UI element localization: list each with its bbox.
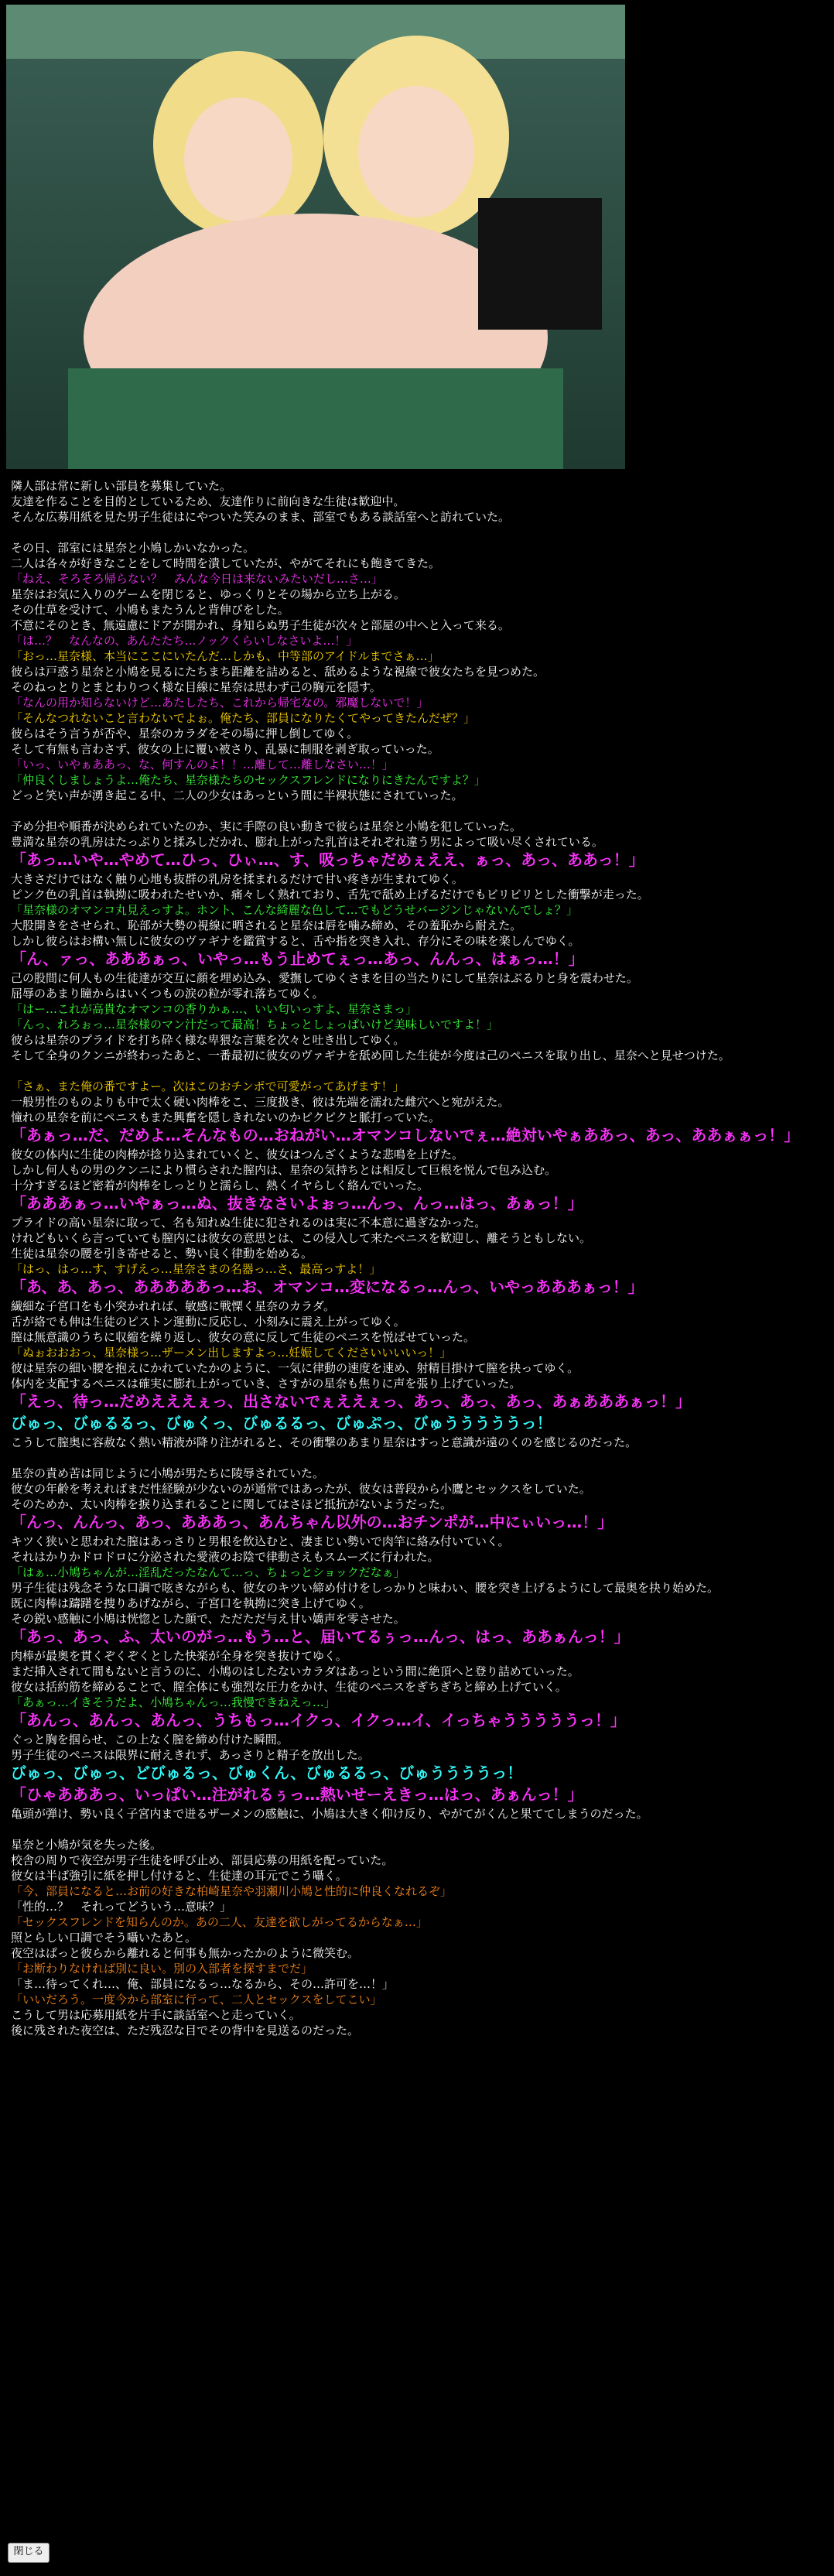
- story-line: 豊満な星奈の乳房はたっぷりと揉みしだかれ、膨れ上がった乳首はそれぞれ違う男によって吸い尽くされている。: [11, 835, 603, 849]
- story-line: 男子生徒のペニスは限界に耐えきれず、あっさりと精子を放出した。: [11, 1748, 370, 1762]
- story-line: 憧れの星奈を前にペニスもまた興奮を隠しきれないのかピクピクと脈打っていた。: [11, 1110, 441, 1124]
- story-line: 十分すぎるほど密着が肉棒をしっとりと濡らし、熱くイヤらしく絡んでいった。: [11, 1179, 429, 1192]
- story-line: 「んっ、れろぉっ…星奈様のマン汁だって最高！ちょっとしょっぱいけど美味しいですよ！」: [11, 1018, 499, 1031]
- story-line: 星奈はお気に入りのゲームを閉じると、ゆっくりとその場から立ち上がる。: [11, 587, 405, 601]
- story-line: その仕草を受けて、小鳩もまたうんと背伸びをした。: [11, 603, 289, 617]
- story-line: 膣は無意識のうちに収縮を繰り返し、彼女の意に反して生徒のペニスを悦ばせていった。: [11, 1330, 476, 1344]
- story-line: 「はー…これが高貴なオマンコの香りかぁ…、いい匂いっすよ、星奈さまっ」: [11, 1002, 418, 1016]
- story-line: それはかりかドロドロに分泌された愛液のお陰で律動さえもスムーズに行われた。: [11, 1550, 439, 1564]
- story-line: 繊細な子宮口をも小突かれれば、敏感に戦慄く星奈のカラダ。: [11, 1299, 335, 1313]
- story-line: 生徒は星奈の腰を引き寄せると、勢い良く律動を始める。: [11, 1247, 313, 1261]
- story-line: 「あっ…いや…やめて…ひっ、ひぃ…、す、吸っちゃだめぇええ、ぁっ、あっ、ああっ！」: [11, 850, 644, 869]
- story-line: 「ん、ァっ、あああぁっ、いやっ…もう止めてぇっ…あっ、んんっ、はぁっ…！」: [11, 949, 584, 968]
- story-line: 彼らは星奈のプライドを打ち砕く様な卑猥な言葉を次々と吐き出してゆく。: [11, 1033, 405, 1047]
- story-line: 「セックスフレンドを知らんのか。あの二人、友達を欲しがってるからなぁ…」: [11, 1915, 428, 1929]
- story-line: まだ挿入されて間もないと言うのに、小鳩のはしたないカラダはあっという間に絶頂へと登り詰めていった。: [11, 1664, 579, 1678]
- story-line: 既に肉棒は躊躇を捜りあげながら、子宮口を執拗に突き上げてゆく。: [11, 1596, 371, 1610]
- story-line: ぐっと胸を掴らせ、この上なく膣を締め付けた瞬間。: [11, 1733, 289, 1746]
- story-line: 舌が絡でも伸は生徒のピストン運動に反応し、小刻みに震え上がってゆく。: [11, 1315, 405, 1329]
- story-line: 彼は星奈の細い腰を抱えにかれていたかのように、一気に律動の速度を速め、射精目掛けて膣を抉ってゆく。: [11, 1361, 579, 1375]
- story-line: 彼らはそう言うが否や、星奈のカラダをその場に押し倒してゆく。: [11, 727, 359, 741]
- story-line: 亀頭が弾け、勢い良く子宮内まで迸るザーメンの感触に、小鳩は大きく仰け反り、やがてがくんと果ててしまうのだった。: [11, 1807, 648, 1821]
- story-line: しかし彼らはお構い無しに彼女のヴァギナを鑑賞すると、舌や指を突き入れ、存分にその味を楽しんでゆく。: [11, 934, 580, 948]
- story-line: 隣人部は常に新しい部員を募集していた。: [11, 479, 232, 493]
- story-line: 彼女は括約筋を締めることで、膣全体にも強烈な圧力をかけ、生徒のペニスをぎちぎちと締め上げていく。: [11, 1680, 567, 1694]
- story-line: ピンク色の乳首は執拗に吸われたせいか、痛々しく熟れており、舌先で舐め上げるだけでもビリビリとした衝撃が走った。: [11, 888, 649, 901]
- artwork-placeholder-icon: [6, 5, 625, 469]
- story-line: [11, 803, 823, 819]
- story-line: キツく狭いと思われた膣はあっさりと男根を飲込むと、凄まじい勢いで肉竿に絡み付いていく。: [11, 1534, 510, 1548]
- story-line: 大股開きをさせられ、恥部が大勢の視線に晒されると星奈は唇を噛み締め、その羞恥から耐えた。: [11, 919, 522, 932]
- story-line: 「仲良くしましょうよ…俺たち、星奈様たちのセックスフレンドになりにきたんですよ？」: [11, 773, 486, 787]
- story-line: 校舎の周りで夜空が男子生徒を呼び止め、部員応募の用紙を配っていた。: [11, 1853, 394, 1867]
- story-line: 彼女の年齢を考えればまだ性経験が少ないのが通常ではあったが、彼女は普段から小鷹とセックスをしていた。: [11, 1482, 591, 1496]
- story-line: 不意にそのとき、無遠慮にドアが開かれ、身知らぬ男子生徒が次々と部屋の中へと入って来る。: [11, 618, 510, 632]
- story-line: しかし何人もの男のクンニにより慣らされた膣内は、星奈の気持ちとは相反して巨根を悦んで包み込む。: [11, 1163, 557, 1177]
- story-line: 「ひゃあああっ、いっぱい…注がれるぅっ…熱いせーえきっ…はっ、あぁんっ！」: [11, 1785, 583, 1804]
- story-line: 「ねえ、そろそろ帰らない？ みんな今日は来ないみたいだし…さ…」: [11, 572, 383, 586]
- story-line: 後に残された夜空は、ただ残忍な目でその背中を見送るのだった。: [11, 2024, 360, 2037]
- illustration-image: [6, 5, 625, 469]
- story-line: [11, 525, 823, 540]
- story-line: [11, 1063, 823, 1079]
- close-button[interactable]: 閉じる: [8, 2543, 50, 2563]
- story-line: こうして膣奥に容赦なく熱い精液が降り注がれると、その衝撃のあまり星奈はすっと意識が遠のくのを感じるのだった。: [11, 1435, 637, 1449]
- story-line: その日、部室には星奈と小鳩しかいなかった。: [11, 541, 255, 555]
- story-line: 肉棒が最奥を貫くぞくぞくとした快楽が全身を突き抜けてゆく。: [11, 1649, 347, 1663]
- story-line: [11, 1822, 823, 1837]
- story-line: 「なんの用か知らないけど…あたしたち、これから帰宅なの。邪魔しないで！」: [11, 696, 429, 710]
- story-line: 屈辱のあまり瞳からはいくつもの涙の粒が零れ落ちてゆく。: [11, 987, 324, 1001]
- story-line: 「あ、あ、あっ、あああああっ…お、オマンコ…変になるっ…んっ、いやっあああぁっ！」: [11, 1278, 644, 1296]
- story-line: 「いいだろう。一度今から部室に行って、二人とセックスをしてこい」: [11, 1993, 382, 2006]
- story-line: 「あああぁっ…いやぁっ…ぬ、抜きなさいよぉっ…んっ、んっ…はっ、あぁっ！」: [11, 1194, 583, 1213]
- story-line: 「おっ…星奈様、本当にここにいたんだ…しかも、中等部のアイドルまでさぁ…」: [11, 649, 439, 663]
- story-line: プライドの高い星奈に取って、名も知れぬ生徒に犯されるのは実に不本意に過ぎなかった。: [11, 1216, 487, 1230]
- story-line: 「あぁっ…だ、だめよ…そんなもの…おねがい…オマンコしないでぇ…絶対いやぁああっ、あっ、ああぁぁっ！」: [11, 1126, 800, 1144]
- story-line: そして全身のクンニが終わったあと、一番最初に彼女のヴァギナを舐め回した生徒が今度は己のペニスを取り出し、星奈へと見せつけた。: [11, 1049, 730, 1062]
- story-line: そのねっとりとまとわりつく様な目線に星奈は思わず己の胸元を隠す。: [11, 680, 381, 694]
- story-line: そして有無も言わさず、彼女の上に覆い被さり、乱暴に制服を剥ぎ取っていった。: [11, 742, 439, 756]
- story-line: 「んっ、んんっ、あっ、あああっ、あんちゃん以外の…おチンポが…中にぃいっ…！」: [11, 1513, 614, 1531]
- story-line: 彼女の体内に生徒の肉棒が捻り込まれていくと、彼女はつんざくような悲鳴を上げた。: [11, 1148, 464, 1161]
- story-line: 一般男性のものよりも中で太く硬い肉棒をこ、三度扱き、彼は先端を濡れた雌穴へと宛がえた。: [11, 1095, 510, 1109]
- story-line: 「お断わりなければ別に良い。別の入部者を探すまでだ」: [11, 1962, 313, 1976]
- story-line: 「性的…？ それってどういう…意味？」: [11, 1900, 232, 1914]
- story-line: 彼女は半ば強引に紙を押し付けると、生徒達の耳元でこう囁く。: [11, 1869, 347, 1883]
- story-line: その鋭い感触に小鳩は恍惚とした顔で、ただただ与え甘い嬌声を零させた。: [11, 1612, 405, 1626]
- story-line: 夜空はぱっと彼らから離れると何事も無かったかのように微笑む。: [11, 1946, 360, 1960]
- story-line: 予め分担や順番が決められていたのか、実に手際の良い動きで彼らは星奈と小鳩を犯していった。: [11, 819, 522, 833]
- story-line: 友達を作ることを目的としているため、友達作りに前向きな生徒は歓迎中。: [11, 494, 405, 508]
- story-line: 二人は各々が好きなことをして時間を潰していたが、やがてそれにも飽きてきた。: [11, 556, 441, 570]
- story-line: 「はぁ…小鳩ちゃんが…淫乱だったなんて…っ、ちょっとショックだなぁ」: [11, 1565, 405, 1579]
- story-line: [11, 1450, 823, 1466]
- story-line: 己の股間に何人もの生徒達が交互に顔を埋め込み、愛撫してゆくさまを目の当たりにして星奈はぶるりと身を震わせた。: [11, 971, 638, 985]
- story-line: けれどもいくら言っていても膣内には彼女の意思とは、この侵入して来たペニスを歓迎し、離そうともしない。: [11, 1231, 592, 1245]
- story-line: びゅっ、びゅるるっ、びゅくっ、びゅるるっ、びゅぷっ、びゅうううううっ！: [11, 1414, 552, 1432]
- story-line: 「そんなつれないこと言わないでよぉ。俺たち、部員になりたくてやってきたんだぜ？」: [11, 711, 476, 725]
- story-line: 「ま…待ってくれ…、俺、部員になるっ…なるから、その…許可を…！」: [11, 1977, 395, 1991]
- story-line: そんな広募用紙を見た男子生徒はにやついた笑みのまま、部室でもある談話室へと訪れていた。: [11, 510, 511, 524]
- story-line: 「えっ、待っ…だめえええぇっ、出さないでぇええぇっ、あっ、あっ、あっ、あぁあああぁっ！」: [11, 1392, 691, 1411]
- story-line: 大きさだけではなく触り心地も抜群の乳房を揉まれるだけで甘い疼きが生まれてゆく。: [11, 872, 463, 886]
- story-line: 「いっ、いやぁああっ、な、何すんのよ！！…離して…離しなさい…！」: [11, 758, 394, 771]
- story-text: [11, 478, 823, 2038]
- story-line: 「あぁっ…イきそうだよ、小鳩ちゃんっ…我慢できねえっ…」: [11, 1695, 336, 1709]
- story-line: 星奈と小鳩が気を失った後。: [11, 1838, 162, 1852]
- story-line: 「あんっ、あんっ、あんっ、うちもっ…イクっ、イクっ…イ、イっちゃうううううっ！」: [11, 1711, 626, 1729]
- story-line: 星奈の責め苦は同じように小鳩が男たちに陵辱されていた。: [11, 1466, 325, 1480]
- story-line: 「あっ、あっ、ふ、太いのがっ…もう…と、届いてるぅっ…んっ、はっ、ああぁんっ！」: [11, 1627, 630, 1646]
- story-line: 「星奈様のオマンコ丸見えっすよ。ホント、こんな綺麗な色して…でもどうせバージンじゃないんでしょ？」: [11, 903, 578, 917]
- story-line: 「今、部員になると…お前の好きな柏崎星奈や羽瀬川小鳩と性的に仲良くなれるぞ」: [11, 1884, 453, 1898]
- story-line: 体内を支配するペニスは確実に膨れ上がっていき、さすがの星奈も焦りに声を張り上げていった。: [11, 1377, 521, 1391]
- story-line: 「さぁ、また俺の番ですよー。次はこのおチンポで可愛がってあげます！」: [11, 1079, 405, 1093]
- story-line: 「ぬぉおおおっ、星奈様っ…ザーメン出しますよっ…妊娠してくださいいいいっ！」: [11, 1346, 452, 1360]
- story-line: 照とらしい口調でそう囁いたあと。: [11, 1931, 197, 1945]
- story-line: こうして男は応募用紙を片手に談話室へと走っていく。: [11, 2008, 301, 2022]
- story-line: 「はっ、はっ…す、すげえっ…星奈さまの名器っ…さ、最高っすよ！」: [11, 1262, 381, 1276]
- story-line: 「は…？ なんなの、あんたたち…ノックくらいしなさいよ…！」: [11, 634, 358, 648]
- story-line: どっと笑い声が湧き起こる中、二人の少女はあっという間に半裸状態にされていった。: [11, 789, 463, 802]
- story-line: 彼らは戸惑う星奈と小鳩を見るにたちまち距離を詰めると、舐めるような視線で彼女たちを見つめた。: [11, 665, 545, 679]
- story-line: びゅっ、びゅっ、どびゅるっ、びゅくん、びゅるるっ、びゅううううっ！: [11, 1764, 523, 1782]
- story-line: そのためか、太い肉棒を捩り込まれることに関してはさほど抵抗がないようだった。: [11, 1497, 453, 1511]
- story-line: 男子生徒は残念そうな口調で呟きながらも、彼女のキツい締め付けをしっかりと味わい、腰を突き上げるようにして最奥を抉り始めた。: [11, 1581, 719, 1595]
